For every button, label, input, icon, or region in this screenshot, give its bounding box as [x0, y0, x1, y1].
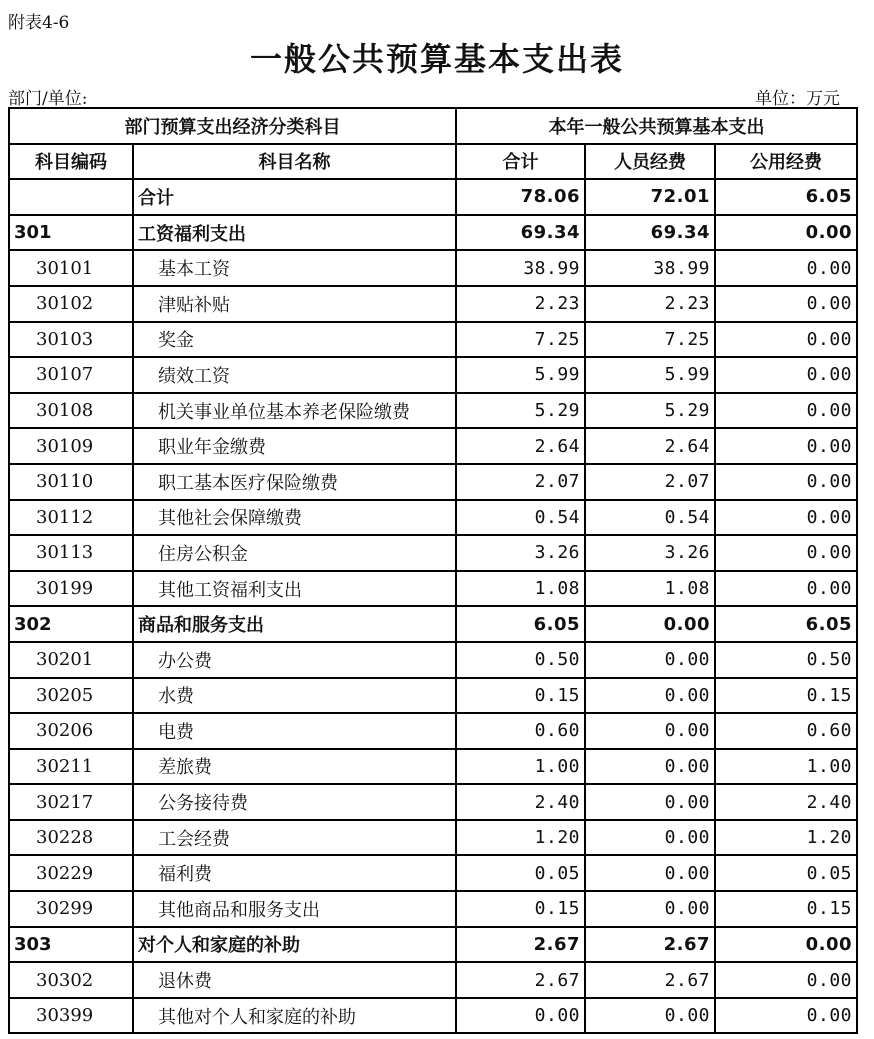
cell-total: 0.05: [456, 855, 585, 891]
cell-total: 2.67: [456, 962, 585, 998]
cell-personnel: 0.00: [585, 678, 715, 714]
cell-name: 住房公积金: [133, 535, 456, 571]
cell-name: 工资福利支出: [133, 215, 456, 251]
cell-code: 302: [9, 606, 133, 642]
table-row: [9, 393, 857, 429]
cell-total: 0.15: [456, 678, 585, 714]
cell-public: 0.00: [715, 215, 857, 251]
table-row: [9, 784, 857, 820]
cell-total: 0.15: [456, 891, 585, 927]
page-title: 一般公共预算基本支出表: [249, 40, 624, 78]
annex-label: 附表4-6: [8, 13, 70, 33]
cell-total: 5.29: [456, 393, 585, 429]
table-row: [9, 357, 857, 393]
cell-personnel: 38.99: [585, 250, 715, 286]
cell-name: 其他工资福利支出: [133, 571, 456, 607]
col-header-personnel: 人员经费: [585, 144, 715, 180]
cell-total: 7.25: [456, 322, 585, 358]
cell-name: 奖金: [133, 322, 456, 358]
cell-code: 30107: [9, 357, 133, 393]
cell-public: 0.00: [715, 962, 857, 998]
expenditure-table: [8, 107, 858, 1034]
cell-personnel: 5.99: [585, 357, 715, 393]
cell-personnel: 0.00: [585, 784, 715, 820]
cell-public: 0.00: [715, 998, 857, 1034]
cell-personnel: 0.00: [585, 855, 715, 891]
cell-name: 福利费: [133, 855, 456, 891]
cell-total: 2.23: [456, 286, 585, 322]
department-label: 部门/单位:: [8, 89, 88, 109]
cell-public: 0.00: [715, 464, 857, 500]
table-row: [9, 606, 857, 642]
cell-public: 0.00: [715, 286, 857, 322]
table-row: [9, 250, 857, 286]
table-row: [9, 962, 857, 998]
cell-total: 0.60: [456, 713, 585, 749]
cell-code: 30217: [9, 784, 133, 820]
cell-public: 0.00: [715, 927, 857, 963]
cell-name: 办公费: [133, 642, 456, 678]
cell-personnel: 0.00: [585, 606, 715, 642]
table-row: [9, 820, 857, 856]
table-row: [9, 500, 857, 536]
cell-name: 绩效工资: [133, 357, 456, 393]
cell-code: 30110: [9, 464, 133, 500]
table-row: [9, 713, 857, 749]
cell-personnel: 7.25: [585, 322, 715, 358]
cell-code: 30205: [9, 678, 133, 714]
cell-name: 电费: [133, 713, 456, 749]
cell-personnel: 2.67: [585, 962, 715, 998]
cell-public: 6.05: [715, 179, 857, 215]
cell-total: 5.99: [456, 357, 585, 393]
cell-total: 38.99: [456, 250, 585, 286]
cell-code: 30108: [9, 393, 133, 429]
cell-personnel: 0.00: [585, 820, 715, 856]
cell-personnel: 2.64: [585, 428, 715, 464]
cell-name: 对个人和家庭的补助: [133, 927, 456, 963]
cell-code: 30302: [9, 962, 133, 998]
cell-code: 30113: [9, 535, 133, 571]
cell-public: 0.00: [715, 393, 857, 429]
table-row: [9, 749, 857, 785]
cell-personnel: 2.07: [585, 464, 715, 500]
table-row: [9, 428, 857, 464]
cell-name: 其他社会保障缴费: [133, 500, 456, 536]
cell-total: 2.64: [456, 428, 585, 464]
cell-name: 其他商品和服务支出: [133, 891, 456, 927]
cell-name: 其他对个人和家庭的补助: [133, 998, 456, 1034]
cell-total: 2.67: [456, 927, 585, 963]
cell-code: 30199: [9, 571, 133, 607]
table-row: [9, 571, 857, 607]
table-row: [9, 179, 857, 215]
cell-code: 30112: [9, 500, 133, 536]
table-row: [9, 891, 857, 927]
unit-label: 单位：万元: [755, 89, 840, 109]
table-row: [9, 642, 857, 678]
header-group-classification: 部门预算支出经济分类科目: [9, 108, 456, 144]
cell-total: 1.00: [456, 749, 585, 785]
cell-name: 职业年金缴费: [133, 428, 456, 464]
table-row: [9, 678, 857, 714]
cell-total: 1.08: [456, 571, 585, 607]
cell-total: 6.05: [456, 606, 585, 642]
cell-public: 1.20: [715, 820, 857, 856]
table-row: [9, 998, 857, 1034]
table-row: [9, 855, 857, 891]
cell-name: 机关事业单位基本养老保险缴费: [133, 393, 456, 429]
cell-public: 0.00: [715, 571, 857, 607]
cell-code: [9, 179, 133, 215]
cell-personnel: 2.23: [585, 286, 715, 322]
cell-public: 0.00: [715, 250, 857, 286]
cell-total: 0.00: [456, 998, 585, 1034]
cell-personnel: 0.00: [585, 891, 715, 927]
col-header-name: 科目名称: [133, 144, 456, 180]
cell-public: 0.00: [715, 535, 857, 571]
cell-public: 0.50: [715, 642, 857, 678]
cell-personnel: 1.08: [585, 571, 715, 607]
cell-public: 0.15: [715, 891, 857, 927]
cell-personnel: 69.34: [585, 215, 715, 251]
cell-code: 30102: [9, 286, 133, 322]
cell-total: 0.54: [456, 500, 585, 536]
header-group-expenditure: 本年一般公共预算基本支出: [456, 108, 857, 144]
cell-code: 30103: [9, 322, 133, 358]
cell-personnel: 0.00: [585, 642, 715, 678]
cell-public: 0.00: [715, 322, 857, 358]
cell-name: 基本工资: [133, 250, 456, 286]
cell-personnel: 72.01: [585, 179, 715, 215]
cell-name: 职工基本医疗保险缴费: [133, 464, 456, 500]
cell-name: 工会经费: [133, 820, 456, 856]
cell-name: 差旅费: [133, 749, 456, 785]
cell-code: 30109: [9, 428, 133, 464]
table-row: [9, 322, 857, 358]
table-body: [9, 179, 857, 1033]
col-header-public: 公用经费: [715, 144, 857, 180]
cell-name: 商品和服务支出: [133, 606, 456, 642]
cell-personnel: 5.29: [585, 393, 715, 429]
cell-public: 6.05: [715, 606, 857, 642]
cell-public: 0.15: [715, 678, 857, 714]
cell-total: 78.06: [456, 179, 585, 215]
cell-code: 30206: [9, 713, 133, 749]
table-row: [9, 286, 857, 322]
col-header-total: 合计: [456, 144, 585, 180]
table-row: [9, 215, 857, 251]
cell-code: 301: [9, 215, 133, 251]
cell-public: 1.00: [715, 749, 857, 785]
cell-total: 69.34: [456, 215, 585, 251]
cell-personnel: 0.54: [585, 500, 715, 536]
cell-public: 0.00: [715, 500, 857, 536]
cell-total: 2.40: [456, 784, 585, 820]
col-header-code: 科目编码: [9, 144, 133, 180]
cell-code: 30229: [9, 855, 133, 891]
cell-code: 30201: [9, 642, 133, 678]
cell-total: 2.07: [456, 464, 585, 500]
cell-code: 30228: [9, 820, 133, 856]
cell-public: 2.40: [715, 784, 857, 820]
cell-personnel: 0.00: [585, 713, 715, 749]
table-row: [9, 535, 857, 571]
cell-personnel: 2.67: [585, 927, 715, 963]
table-row: [9, 464, 857, 500]
cell-name: 津贴补贴: [133, 286, 456, 322]
cell-name: 退休费: [133, 962, 456, 998]
cell-public: 0.60: [715, 713, 857, 749]
cell-code: 30211: [9, 749, 133, 785]
cell-code: 30101: [9, 250, 133, 286]
cell-total: 1.20: [456, 820, 585, 856]
cell-name: 合计: [133, 179, 456, 215]
cell-code: 30299: [9, 891, 133, 927]
cell-personnel: 0.00: [585, 998, 715, 1034]
cell-total: 0.50: [456, 642, 585, 678]
cell-total: 3.26: [456, 535, 585, 571]
cell-code: 30399: [9, 998, 133, 1034]
cell-code: 303: [9, 927, 133, 963]
cell-name: 公务接待费: [133, 784, 456, 820]
cell-personnel: 0.00: [585, 749, 715, 785]
table-row: [9, 927, 857, 963]
cell-personnel: 3.26: [585, 535, 715, 571]
cell-public: 0.00: [715, 357, 857, 393]
cell-public: 0.00: [715, 428, 857, 464]
cell-name: 水费: [133, 678, 456, 714]
cell-public: 0.05: [715, 855, 857, 891]
